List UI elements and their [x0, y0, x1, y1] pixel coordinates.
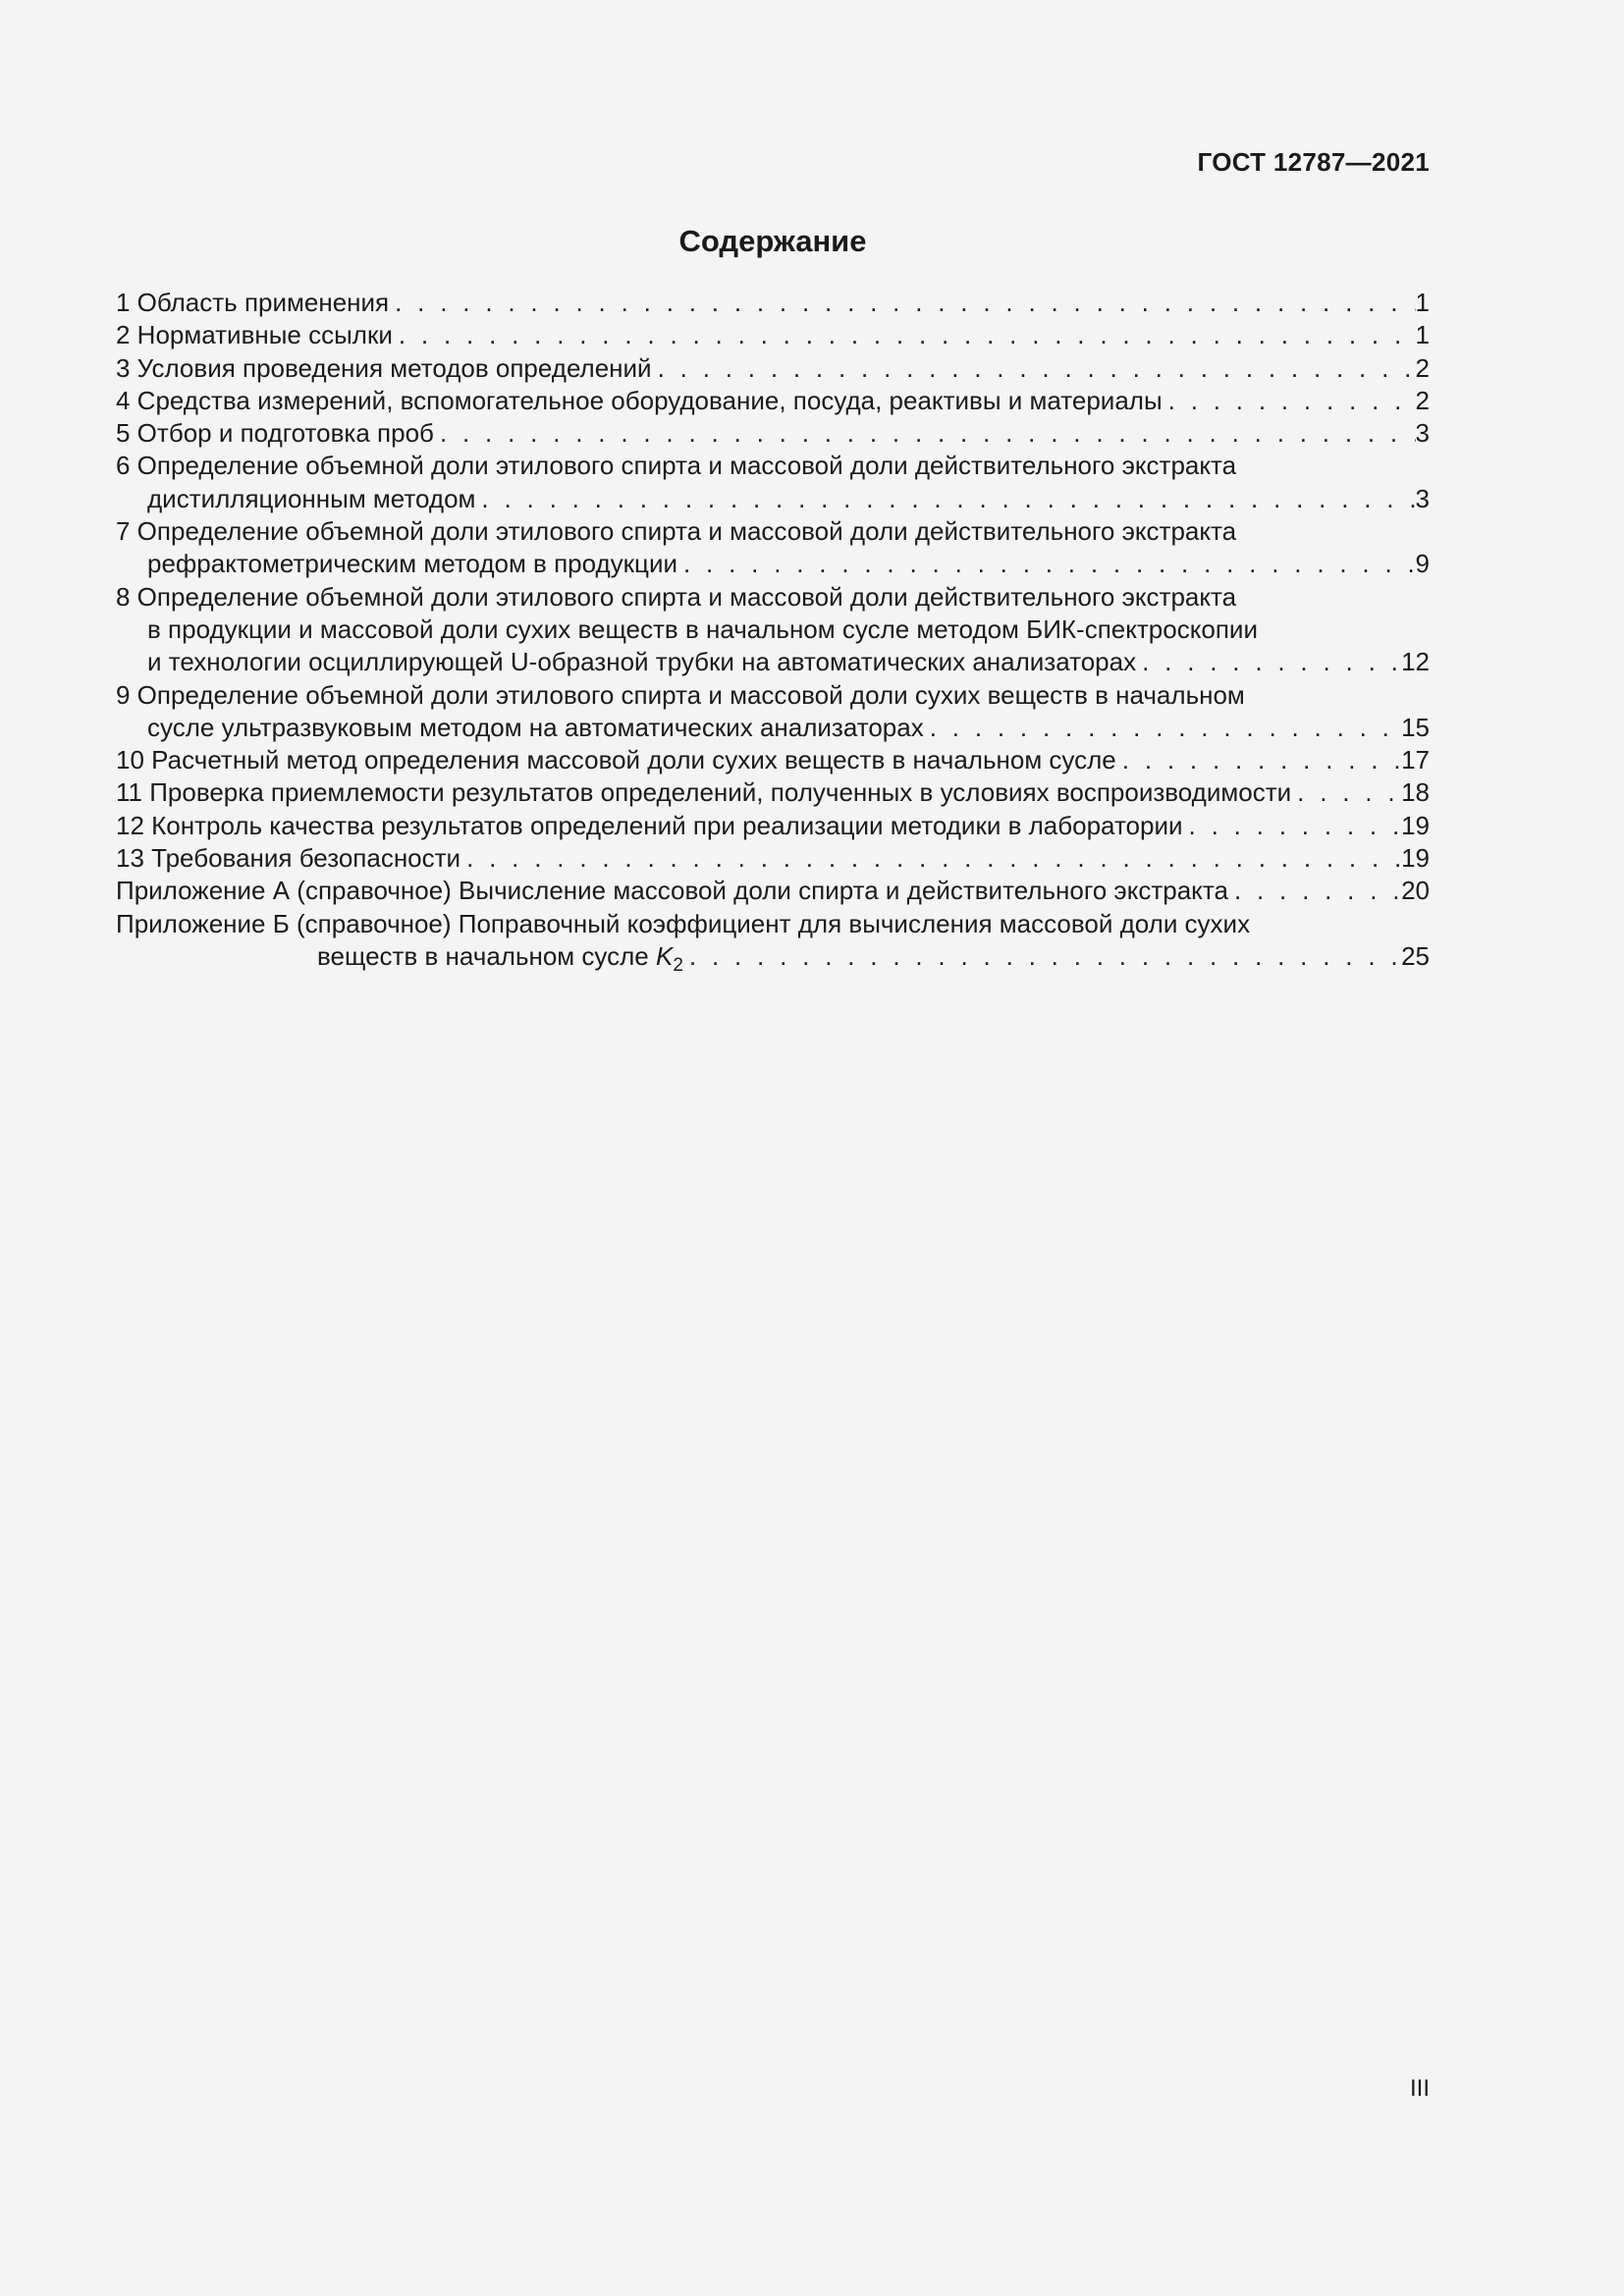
dot-leader [475, 483, 1415, 515]
dot-leader [393, 319, 1416, 351]
toc-page-number: 12 [1401, 647, 1430, 677]
toc-page-number: 15 [1401, 712, 1430, 742]
toc-entry-title: 13 Требования безопасности [116, 843, 461, 874]
toc-entry-title: 11 Проверка приемлемости результатов определений, полученных в условиях воспроизводимости [116, 777, 1292, 808]
toc-entry-title: 7 Определение объемной доли этилового спирта и массовой доли действительного экстракта [116, 516, 1237, 547]
toc-page-number: 19 [1401, 843, 1430, 874]
dot-leader [924, 712, 1401, 744]
toc-entry[interactable] [116, 679, 1430, 745]
toc-page-number: 20 [1401, 876, 1430, 906]
dot-leader [652, 352, 1416, 385]
toc-entry-title: 8 Определение объемной доли этилового спирта и массовой доли действительного экстракта [116, 581, 1237, 612]
toc-entry[interactable] [116, 810, 1430, 842]
toc-entry-title: 9 Определение объемной доли этилового спирта и массовой доли сухих веществ в начальном [116, 679, 1245, 710]
toc-entry[interactable] [116, 450, 1430, 515]
toc-entry-title: 5 Отбор и подготовка проб [116, 418, 434, 449]
dot-leader [389, 287, 1415, 319]
toc-page-number: 18 [1401, 777, 1430, 808]
toc-entry[interactable] [116, 744, 1430, 776]
toc-page-number: 3 [1415, 418, 1430, 449]
dot-leader [1116, 744, 1401, 776]
toc-entry-text: веществ в начальном сусле [317, 940, 656, 971]
toc-page-number: 3 [1415, 483, 1430, 513]
dot-leader [1228, 875, 1401, 907]
dot-leader [460, 842, 1401, 875]
toc-entry[interactable] [116, 515, 1430, 581]
dot-leader [1183, 810, 1402, 842]
toc-entry-title: Приложение Б (справочное) Поправочный коэффициент для вычисления массовой доли сухих [116, 908, 1251, 938]
formula-subscript: 2 [673, 954, 683, 976]
toc-page-number: 1 [1415, 320, 1430, 350]
toc-entry[interactable] [116, 776, 1430, 809]
dot-leader [1291, 776, 1401, 809]
toc-entry[interactable] [116, 352, 1430, 385]
toc-page-number: 17 [1401, 745, 1430, 775]
toc-entry[interactable] [116, 319, 1430, 351]
toc-page-number: 2 [1415, 352, 1430, 383]
toc-entry[interactable] [116, 581, 1430, 679]
toc-page-number: 9 [1415, 549, 1430, 579]
toc-title: Содержание [678, 224, 867, 258]
toc-entry-title: Приложение А (справочное) Вычисление массовой доли спирта и действительного экстракта [116, 876, 1228, 906]
table-of-contents [116, 287, 1430, 982]
toc-entry-title: 6 Определение объемной доли этилового спирта и массовой доли действительного экстракта [116, 451, 1237, 481]
page-number: III [1409, 2075, 1430, 2102]
toc-entry-title-continuation: и технологии осциллирующей U-образной трубки на автоматических анализаторах [147, 647, 1137, 677]
dot-leader [1136, 646, 1401, 678]
toc-entry-title: 3 Условия проведения методов определений [116, 352, 652, 383]
toc-entry-title: 1 Область применения [116, 288, 390, 317]
dot-leader [683, 940, 1401, 973]
toc-entry[interactable] [116, 875, 1430, 907]
toc-entry-title: 2 Нормативные ссылки [116, 320, 393, 350]
formula-symbol: K [655, 940, 674, 971]
toc-page-number: 2 [1415, 385, 1430, 415]
toc-page-number: 19 [1401, 810, 1430, 840]
toc-entry-title: 4 Средства измерений, вспомогательное оборудование, посуда, реактивы и материалы [116, 385, 1163, 415]
toc-entry-title: 10 Расчетный метод определения массовой доли сухих веществ в начальном сусле [116, 745, 1116, 775]
toc-page-number: 1 [1415, 288, 1430, 317]
toc-entry[interactable] [116, 908, 1430, 983]
toc-entry[interactable] [116, 385, 1430, 417]
toc-entry-title-continuation: сусле ультразвуковым методом на автоматических анализаторах [147, 712, 924, 742]
dot-leader [1163, 385, 1416, 417]
dot-leader [434, 417, 1416, 450]
toc-entry-title-continuation: рефрактометрическим методом в продукции [147, 549, 677, 579]
dot-leader [677, 548, 1416, 580]
toc-entry[interactable] [116, 287, 1430, 319]
toc-entry[interactable] [116, 842, 1430, 875]
toc-page-number: 25 [1401, 940, 1430, 971]
toc-entry-title-continuation: в продукции и массовой доли сухих веществ в начальном сусле методом БИК-спектроскопии [147, 614, 1258, 644]
toc-entry-title: 12 Контроль качества результатов определений при реализации методики в лаборатории [116, 810, 1183, 840]
toc-entry-title-continuation: дистилляционным методом [147, 483, 476, 513]
document-code: ГОСТ 12787—2021 [1197, 147, 1430, 177]
toc-entry[interactable] [116, 417, 1430, 450]
toc-entry-title-continuation [317, 940, 683, 982]
